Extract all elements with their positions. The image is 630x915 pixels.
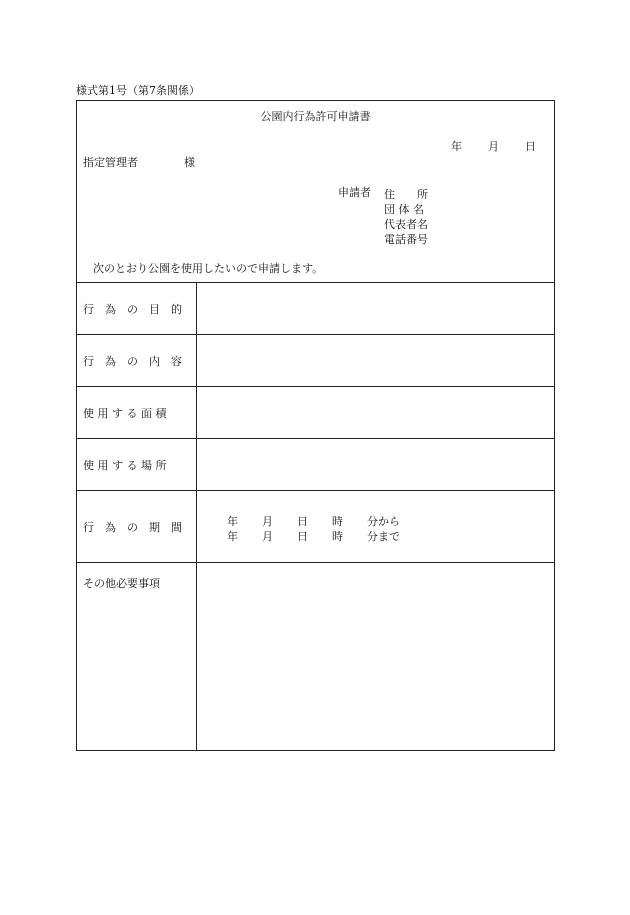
period-to-month: 月 — [262, 530, 273, 543]
period-from-line — [227, 513, 400, 529]
row-other-label: その他必要事項 — [77, 563, 197, 750]
row-content — [77, 334, 554, 386]
period-to-year: 年 — [227, 530, 238, 543]
period-field[interactable] — [197, 491, 554, 562]
row-other — [77, 562, 554, 750]
area-field[interactable] — [197, 387, 554, 438]
period-from-hour: 時 — [332, 515, 343, 528]
row-period-label: 行 為 の 期 間 — [77, 491, 197, 562]
period-to-suffix: 分まで — [367, 530, 400, 543]
row-location-label: 使 用 す る 場 所 — [77, 439, 197, 490]
application-form — [76, 100, 555, 751]
form-number: 様式第1号（第7条関係） — [76, 84, 200, 97]
period-from-suffix: 分から — [367, 515, 400, 528]
period-to-day: 日 — [297, 530, 308, 543]
row-period — [77, 490, 554, 562]
row-area-label: 使 用 す る 面 積 — [77, 387, 197, 438]
addressee-name: 指定管理者 — [83, 156, 138, 169]
period-to-hour: 時 — [332, 530, 343, 543]
location-field[interactable] — [197, 439, 554, 490]
applicant-fields — [384, 187, 428, 247]
applicant-label: 申請者 — [338, 186, 371, 199]
content-field[interactable] — [197, 335, 554, 386]
addressee — [83, 157, 195, 168]
row-purpose-label: 行 為 の 目 的 — [77, 283, 197, 334]
purpose-field[interactable] — [197, 283, 554, 334]
date-day: 日 — [525, 140, 536, 153]
addressee-honorific: 様 — [184, 156, 195, 169]
applicant-address-label: 住 所 — [384, 188, 428, 201]
date-line — [451, 141, 536, 152]
applicant-representative-label: 代表者名 — [384, 218, 428, 231]
period-from-day: 日 — [297, 515, 308, 528]
date-month: 月 — [488, 140, 499, 153]
period-from-year: 年 — [227, 515, 238, 528]
applicant-organization-label: 団 体 名 — [384, 203, 424, 216]
form-title: 公園内行為許可申請書 — [260, 110, 371, 123]
applicant-phone-label: 電話番号 — [384, 233, 428, 246]
period-from-month: 月 — [262, 515, 273, 528]
date-year: 年 — [451, 140, 462, 153]
row-area — [77, 386, 554, 438]
period-to-line — [227, 528, 400, 544]
other-field[interactable] — [197, 563, 554, 750]
application-statement: 次のとおり公園を使用したいので申請します。 — [93, 262, 324, 275]
row-content-label: 行 為 の 内 容 — [77, 335, 197, 386]
row-purpose — [77, 282, 554, 334]
row-location — [77, 438, 554, 490]
